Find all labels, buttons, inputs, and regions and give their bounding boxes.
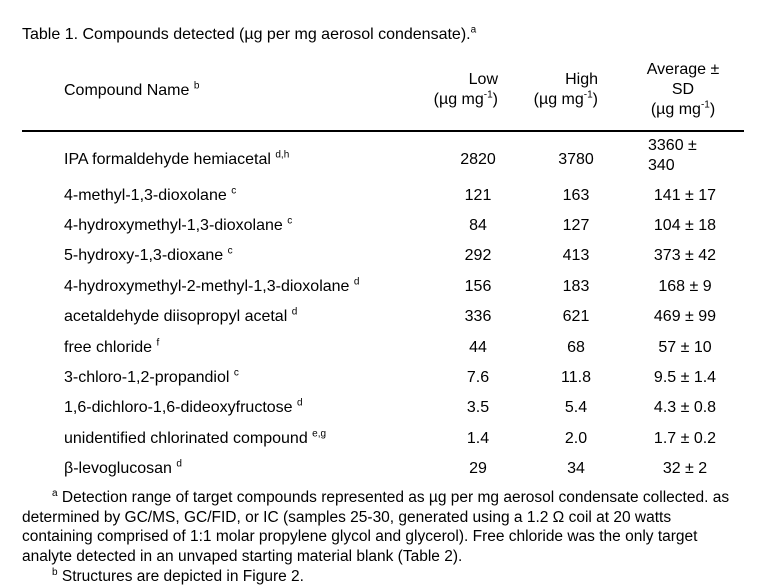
footnote-a	[22, 488, 736, 566]
average-cell: 3360 ± 340	[648, 137, 697, 174]
column-header-average-close: )	[709, 101, 716, 118]
compound-footnote-marker: d	[176, 458, 182, 470]
table-row	[0, 302, 758, 332]
compound-footnote-marker: d,h	[275, 149, 290, 161]
average-cell: 104 ± 18	[653, 217, 717, 234]
column-header-low	[418, 70, 498, 110]
compound-name: 5-hydroxy-1,3-dioxane	[64, 247, 228, 264]
low-cell: 3.5	[466, 399, 490, 416]
high-cell: 163	[562, 187, 590, 204]
compound-name-cell	[64, 308, 297, 326]
compound-name: β-levoglucosan	[64, 460, 177, 477]
average-cell: 141 ± 17	[653, 187, 717, 204]
low-cell: 7.6	[466, 369, 490, 386]
column-header-high-unit: (µg mg	[533, 91, 584, 108]
average-cell: 57 ± 10	[658, 339, 712, 356]
column-header-low-exponent: -1	[483, 89, 493, 101]
low-cell: 156	[464, 278, 492, 295]
table-row	[0, 454, 758, 484]
average-cell: 469 ± 99	[653, 308, 717, 325]
high-cell: 68	[567, 339, 585, 356]
footnote-a-marker: a	[52, 487, 58, 499]
compound-footnote-marker: c	[233, 367, 239, 379]
high-cell: 127	[562, 217, 590, 234]
column-header-compound-name-text: Compound Name	[64, 82, 194, 99]
high-cell: 2.0	[564, 430, 588, 447]
column-header-high-exponent: -1	[583, 89, 593, 101]
column-header-high-line1: High	[565, 71, 598, 88]
table-caption-footnote-marker: a	[470, 24, 477, 36]
table-row	[0, 211, 758, 241]
low-cell: 336	[464, 308, 492, 325]
compound-name-cell	[64, 278, 359, 296]
table-caption-text: Table 1. Compounds detected (µg per mg aerosol condensate).	[22, 26, 471, 43]
compound-footnote-marker: f	[156, 337, 160, 349]
column-header-average-line1: Average ±	[646, 61, 720, 78]
compound-footnote-marker: c	[227, 245, 233, 257]
column-header-average-line2: SD	[671, 81, 695, 98]
compound-footnote-marker: c	[231, 185, 237, 197]
compound-name-cell	[64, 430, 326, 448]
low-cell: 121	[464, 187, 492, 204]
column-header-low-close: )	[492, 91, 498, 108]
compound-footnote-marker: c	[287, 215, 293, 227]
column-header-high-line2	[518, 90, 598, 110]
column-header-average-exponent: -1	[700, 99, 710, 111]
table-caption	[22, 26, 476, 44]
high-cell: 3780	[558, 151, 594, 168]
low-cell: 29	[469, 460, 487, 477]
column-header-high-close: )	[592, 91, 598, 108]
average-cell: 32 ± 2	[662, 460, 708, 477]
average-cell: 373 ± 42	[653, 247, 717, 264]
table-row	[0, 333, 758, 363]
footnote-indent	[22, 489, 52, 506]
table-row	[0, 393, 758, 423]
compound-name-cell	[64, 217, 292, 235]
column-header-average-line3	[628, 100, 738, 120]
high-cell: 5.4	[564, 399, 588, 416]
compound-footnote-marker: e,g	[312, 428, 327, 440]
table-row	[0, 136, 758, 182]
compound-footnote-marker: d	[291, 306, 298, 318]
footnote-b	[52, 568, 304, 586]
compound-name-cell	[64, 187, 236, 205]
high-cell: 413	[562, 247, 590, 264]
low-cell: 84	[469, 217, 487, 234]
compound-footnote-marker: d	[297, 397, 303, 409]
high-cell: 621	[562, 308, 590, 325]
high-cell: 183	[562, 278, 590, 295]
header-rule	[22, 130, 744, 132]
table-row	[0, 241, 758, 271]
compound-name: 1,6-dichloro-1,6-dideoxyfructose	[64, 399, 298, 416]
table-row	[0, 272, 758, 302]
compound-name: unidentified chlorinated compound	[64, 430, 313, 447]
average-cell: 4.3 ± 0.8	[653, 399, 717, 416]
footnote-a-text: Detection range of target compounds represented as µg per mg aerosol condensate collected. as determined by GC/MS, GC/FID, or IC (samples 25-30, generated using a 1.2 Ω coil at 20 watts containing comprised of 1:1 molar propylene glycol and glycerol). Free chloride was the only target analyte detected in an unvaped starting material blank (Table 2).	[22, 489, 730, 565]
column-header-high	[518, 70, 598, 110]
column-header-low-line1: Low	[468, 71, 498, 88]
low-cell: 1.4	[466, 430, 490, 447]
average-cell: 1.7 ± 0.2	[653, 430, 717, 447]
table-row	[0, 363, 758, 393]
column-header-low-line2	[418, 90, 498, 110]
low-cell: 2820	[460, 151, 496, 168]
footnote-b-marker: b	[52, 566, 58, 578]
column-header-average	[628, 60, 738, 120]
compound-name-cell	[64, 399, 303, 417]
compound-name-cell	[64, 460, 182, 478]
compound-name-cell	[64, 151, 289, 169]
footnote-b-text: Structures are depicted in Figure 2.	[57, 568, 304, 585]
column-header-compound-name-marker: b	[193, 80, 200, 92]
column-header-low-unit: (µg mg	[433, 91, 484, 108]
table-row	[0, 424, 758, 454]
low-cell: 44	[469, 339, 487, 356]
table-row	[0, 181, 758, 211]
compound-name: 4-hydroxymethyl-1,3-dioxolane	[64, 217, 288, 234]
compound-name: 3-chloro-1,2-propandiol	[64, 369, 234, 386]
column-header-average-unit: (µg mg	[650, 101, 701, 118]
compound-name: 4-hydroxymethyl-2-methyl-1,3-dioxolane	[64, 278, 354, 295]
low-cell: 292	[464, 247, 492, 264]
high-cell: 34	[567, 460, 585, 477]
high-cell: 11.8	[561, 369, 591, 386]
compound-name: 4-methyl-1,3-dioxolane	[64, 187, 232, 204]
compound-name-cell	[64, 339, 159, 357]
compound-name-cell	[64, 247, 233, 265]
compound-name-cell	[64, 369, 239, 387]
compound-name: free chloride	[64, 339, 157, 356]
column-header-compound-name	[64, 81, 199, 101]
compound-name: IPA formaldehyde hemiacetal	[64, 151, 276, 168]
average-cell: 168 ± 9	[658, 278, 712, 295]
compound-footnote-marker: d	[353, 276, 360, 288]
compound-name: acetaldehyde diisopropyl acetal	[64, 308, 292, 325]
average-cell: 9.5 ± 1.4	[653, 369, 717, 386]
